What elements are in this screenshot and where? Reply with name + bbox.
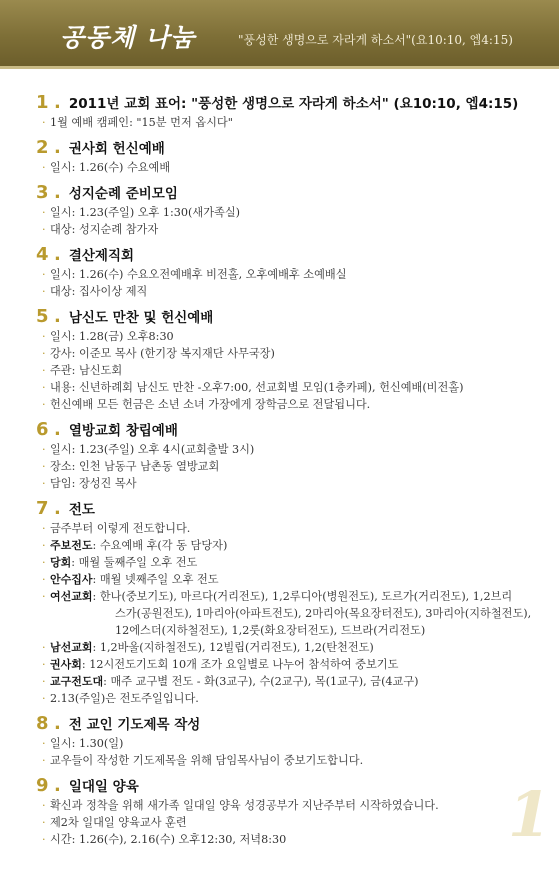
section-title: 성지순례 준비모임 [68, 186, 178, 202]
list-item [42, 537, 546, 554]
section-title: 일대일 양육 [68, 779, 139, 795]
list-item: · 2.13(주일)은 전도주일입니다. [42, 690, 546, 707]
list-item: · 강사: 이준모 목사 (한기장 복지재단 사무국장) [42, 345, 546, 362]
section-number: 9 [36, 775, 49, 796]
section-7 [36, 498, 546, 707]
list-item [42, 639, 546, 656]
section-title: 2011년 교회 표어: "풍성한 생명으로 자라게 하소서" (요10:10, 엡4:15) [68, 96, 519, 112]
section-title: 전 교인 기도제목 작성 [68, 717, 201, 733]
list-item: · 내용: 신년하례회 남신도 만찬 -오후7:00, 선교회별 모임(1층카페), 헌신예배(비전홀) [42, 379, 546, 396]
section-heading: 9 . 일대일 양육 [36, 775, 139, 796]
section-number: 7 [36, 498, 49, 519]
section-2 [36, 137, 546, 176]
item-text: : 매주 교구별 전도 - 화(3교구), 수(2교구), 목(1교구), 금(4교구) [103, 675, 419, 688]
section-5 [36, 306, 546, 413]
list-item: · 일시: 1.23(주일) 오후 4시(교회출발 3시) [42, 441, 546, 458]
section-heading: 5 . 남신도 만찬 및 헌신예배 [36, 306, 214, 327]
section-number: 1 [36, 92, 49, 113]
item-text: : 한나(중보기도), 마르다(거리전도), 1,2루디아(병원전도), 도르가(거리전도), 1,2브리 [92, 590, 513, 603]
section-6 [36, 419, 546, 492]
section-heading: 8 . 전 교인 기도제목 작성 [36, 713, 201, 734]
list-item: · 일시: 1.26(수) 수요오전예배후 비전홀, 오후예배후 소예배실 [42, 266, 546, 283]
page-number: 1 [507, 778, 551, 851]
section-8 [36, 713, 546, 769]
list-item: · 시간: 1.26(수), 2.16(수) 오후12:30, 저녁8:30 [42, 831, 546, 848]
page-title: 공동체 나눔 [60, 23, 196, 52]
section-number: 6 [36, 419, 49, 440]
list-item: · 일시: 1.23(주일) 오후 1:30(새가족실) [42, 204, 546, 221]
section-number: 2 [36, 137, 49, 158]
header-banner [0, 0, 559, 66]
list-item: · 일시: 1.26(수) 수요예배 [42, 159, 546, 176]
header-divider [0, 66, 559, 69]
item-label: 권사회 [50, 658, 82, 671]
header-verse: "풍성한 생명으로 자라게 하소서"(요10:10, 엡4:15) [238, 33, 513, 47]
item-label: 여선교회 [50, 590, 93, 603]
section-title: 열방교회 창립예배 [68, 423, 178, 439]
section-number: 5 [36, 306, 49, 327]
section-heading: 2 . 권사회 헌신예배 [36, 137, 165, 158]
item-label: 안수집사 [50, 573, 93, 586]
list-item: · 대상: 집사이상 제직 [42, 283, 546, 300]
list-item: · 일시: 1.28(금) 오후8:30 [42, 328, 546, 345]
list-item [42, 554, 546, 571]
item-text: : 1,2바울(지하철전도), 12빌립(거리전도), 1,2(탄천전도) [92, 641, 374, 654]
section-3 [36, 182, 546, 238]
section-number: 3 [36, 182, 49, 203]
item-text: : 12시전도기도회 10개 조가 요일별로 나누어 참석하여 중보기도 [81, 658, 399, 671]
section-title: 결산제직회 [68, 248, 135, 264]
section-heading: 4 . 결산제직회 [36, 244, 135, 265]
list-item: · 헌신예배 모든 헌금은 소년 소녀 가장에게 장학금으로 전달됩니다. [42, 396, 546, 413]
section-heading: 3 . 성지순례 준비모임 [36, 182, 178, 203]
list-item: · 확신과 정착을 위해 새가족 일대일 양육 성경공부가 지난주부터 시작하였습니다. [42, 797, 546, 814]
list-item: · 교우들이 작성한 기도제목을 위해 담임목사님이 중보기도합니다. [42, 752, 546, 769]
item-label: 주보전도 [50, 539, 93, 552]
list-item: · 주관: 남신도회 [42, 362, 546, 379]
list-item: · 일시: 1.30(일) [42, 735, 546, 752]
item-label: 당회 [50, 556, 72, 569]
item-continuation: 12에스더(지하철전도), 1,2룻(화요장터전도), 드브라(거리전도) [115, 624, 426, 637]
item-text: : 매월 넷째주일 오후 전도 [92, 573, 219, 586]
announcement-list [36, 92, 546, 854]
list-item: · 대상: 성지순례 참가자 [42, 221, 546, 238]
list-item: · 장소: 인천 남동구 남촌동 열방교회 [42, 458, 546, 475]
section-heading: 7 . 전도 [36, 498, 95, 519]
list-item: · 제2차 일대일 양육교사 훈련 [42, 814, 546, 831]
list-item [42, 571, 546, 588]
list-item [42, 588, 546, 639]
section-1 [36, 92, 546, 131]
section-9 [36, 775, 546, 848]
list-item: · 금주부터 이렇게 전도합니다. [42, 520, 546, 537]
section-title: 전도 [68, 502, 95, 518]
item-label: 교구전도대 [50, 675, 104, 688]
list-item [42, 673, 546, 690]
section-heading: 1 . 2011년 교회 표어: "풍성한 생명으로 자라게 하소서" (요10:10, 엡4:15) [36, 92, 519, 113]
section-title: 남신도 만찬 및 헌신예배 [68, 310, 214, 326]
item-continuation: 스가(공원전도), 1마리아(아파트전도), 2마리아(목요장터전도), 3마리아(지하철전도), [115, 607, 532, 620]
item-text: : 매월 둘째주일 오후 전도 [71, 556, 198, 569]
item-label: 남선교회 [50, 641, 93, 654]
list-item: · 담임: 장성진 목사 [42, 475, 546, 492]
list-item: · 1월 예배 캠페인: "15분 먼저 옵시다" [42, 114, 546, 131]
section-4 [36, 244, 546, 300]
item-text: : 수요예배 후(각 동 담당자) [92, 539, 228, 552]
list-item [42, 656, 546, 673]
section-title: 권사회 헌신예배 [68, 141, 165, 157]
section-number: 8 [36, 713, 49, 734]
section-number: 4 [36, 244, 49, 265]
section-heading: 6 . 열방교회 창립예배 [36, 419, 178, 440]
